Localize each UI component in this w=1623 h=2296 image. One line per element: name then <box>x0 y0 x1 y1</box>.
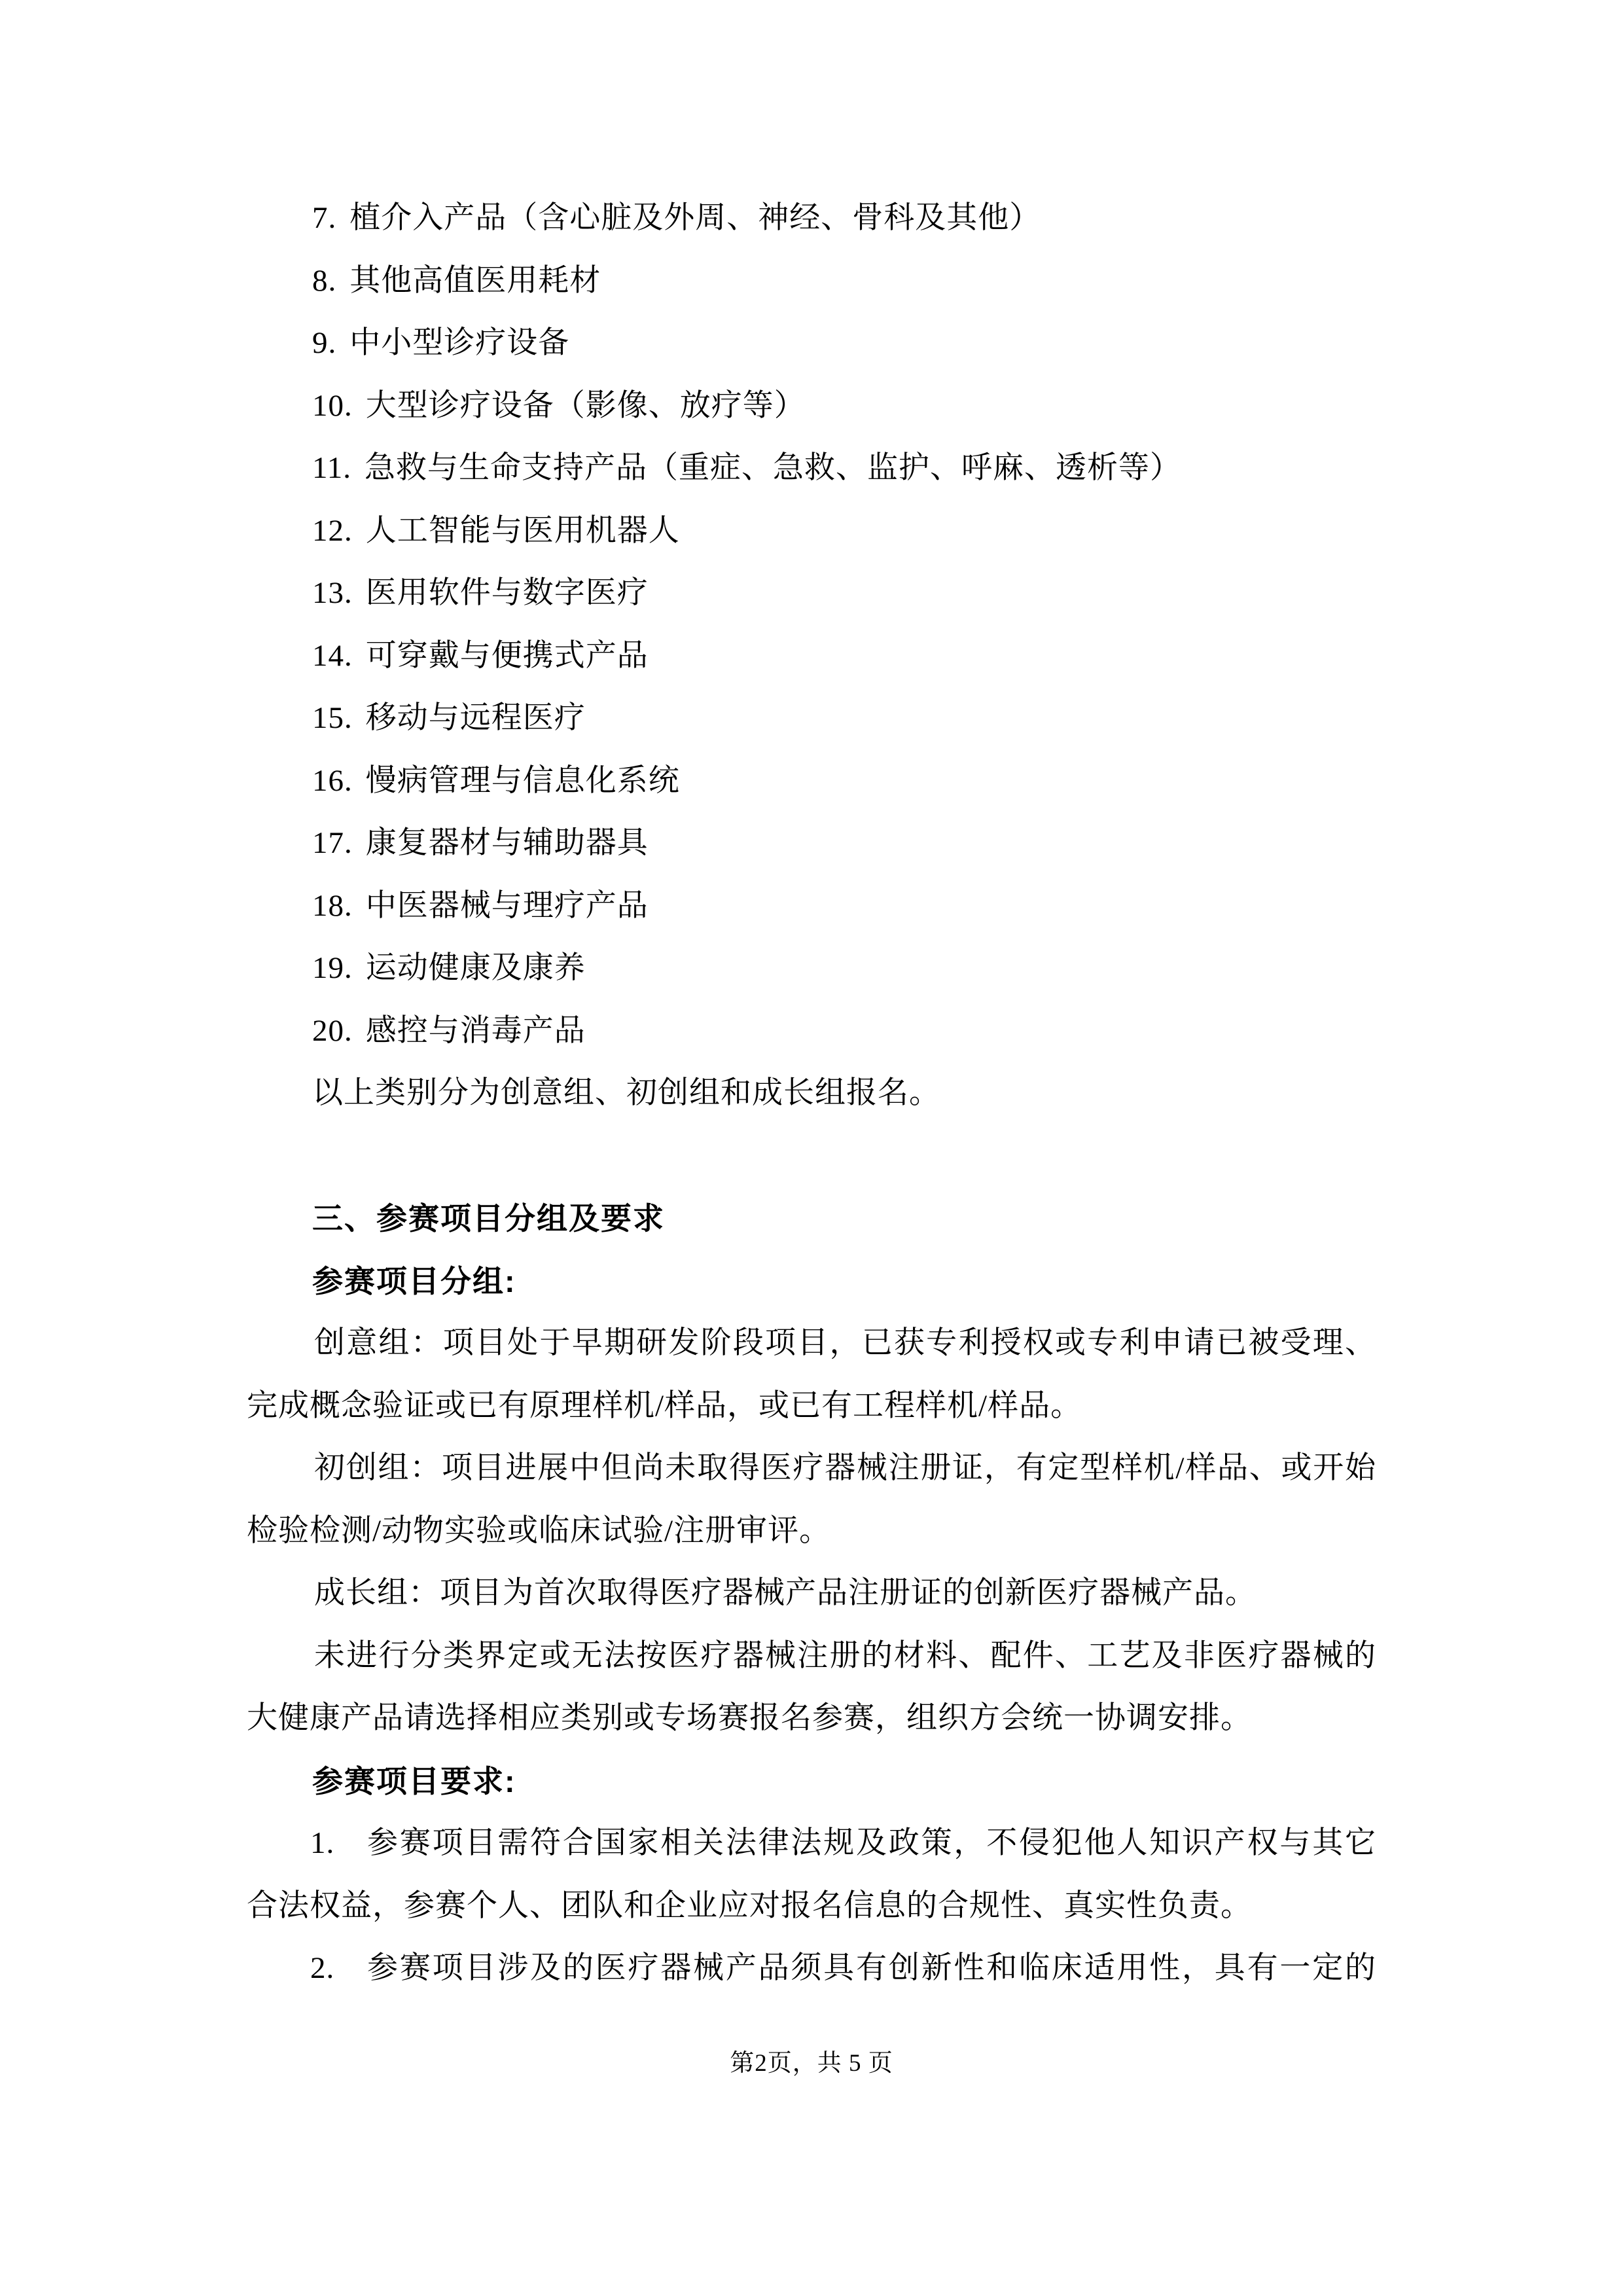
category-number: 11. <box>312 451 352 485</box>
category-number: 12. <box>312 513 353 548</box>
category-label: 可穿戴与便携式产品 <box>365 638 649 673</box>
paragraph-line: 成长组：项目为首次取得医疗器械产品注册证的创新医疗器械产品。 <box>314 1576 1257 1610</box>
category-label: 急救与生命支持产品（重症、急救、监护、呼麻、透析等） <box>365 451 1182 485</box>
category-number: 10. <box>312 388 353 423</box>
category-number: 20. <box>312 1013 353 1048</box>
paragraph-line: 完成概念验证或已有原理样机/样品，或已有工程样机/样品。 <box>247 1388 1082 1423</box>
category-item <box>247 875 1376 938</box>
requirement-item <box>247 1937 1376 2000</box>
category-item <box>247 1000 1376 1063</box>
category-label: 康复器材与辅助器具 <box>365 826 649 860</box>
requirement-text: 参赛项目涉及的医疗器械产品须具有创新性和临床适用性，具有一定的 <box>366 1951 1376 1985</box>
requirements-heading: 参赛项目要求: <box>312 1763 516 1799</box>
category-item <box>247 562 1376 625</box>
category-item <box>247 437 1376 500</box>
category-item <box>247 375 1376 438</box>
category-label: 大型诊疗设备（影像、放疗等） <box>365 388 806 423</box>
category-label: 人工智能与医用机器人 <box>365 513 680 548</box>
section-heading: 三、参赛项目分组及要求 <box>312 1201 665 1236</box>
category-label: 感控与消毒产品 <box>365 1013 586 1048</box>
paragraph-line: 大健康产品请选择相应类别或专场赛报名参赛，组织方会统一协调安排。 <box>247 1701 1252 1735</box>
paragraph-line: 初创组：项目进展中但尚未取得医疗器械注册证，有定型样机/样品、或开始 <box>314 1451 1376 1485</box>
category-number: 15. <box>312 701 353 735</box>
category-number: 18. <box>312 888 353 923</box>
requirement-item <box>247 1812 1376 1875</box>
category-label: 慢病管理与信息化系统 <box>365 763 680 798</box>
document-body <box>247 187 1376 2000</box>
category-label: 中医器械与理疗产品 <box>365 888 649 923</box>
paragraph-line: 未进行分类界定或无法按医疗器械注册的材料、配件、工艺及非医疗器械的 <box>314 1638 1376 1673</box>
category-item <box>247 500 1376 563</box>
requirement-number: 2. <box>310 1951 335 1985</box>
category-item <box>247 750 1376 813</box>
paragraph-line: 创意组：项目处于早期研发阶段项目，已获专利授权或专利申请已被受理、 <box>314 1326 1376 1360</box>
category-item <box>247 625 1376 688</box>
category-number: 9. <box>312 326 337 360</box>
page-footer: 第2页，共 5 页 <box>730 2050 893 2077</box>
category-number: 13. <box>312 576 353 610</box>
category-label: 移动与远程医疗 <box>365 701 586 735</box>
category-label: 其他高值医用耗材 <box>349 263 601 298</box>
category-item <box>247 687 1376 750</box>
paragraph-line: 检验检测/动物实验或临床试验/注册审评。 <box>247 1513 831 1548</box>
requirement-text: 参赛项目需符合国家相关法律法规及政策，不侵犯他人知识产权与其它 <box>366 1826 1376 1860</box>
category-item <box>247 187 1376 250</box>
category-label: 植介入产品（含心脏及外周、神经、骨科及其他） <box>349 201 1041 235</box>
category-item <box>247 312 1376 375</box>
category-number: 7. <box>312 201 337 235</box>
category-label: 运动健康及康养 <box>365 951 586 985</box>
category-item <box>247 812 1376 875</box>
paragraph-line: 合法权益，参赛个人、团队和企业应对报名信息的合规性、真实性负责。 <box>247 1888 1252 1923</box>
grouping-heading: 参赛项目分组: <box>312 1263 516 1299</box>
category-label: 医用软件与数字医疗 <box>365 576 649 610</box>
blank-line <box>247 1125 1376 1188</box>
category-number: 8. <box>312 263 337 298</box>
category-number: 16. <box>312 763 353 798</box>
category-number: 14. <box>312 638 353 673</box>
category-item <box>247 937 1376 1000</box>
category-item <box>247 250 1376 313</box>
category-label: 中小型诊疗设备 <box>349 326 570 360</box>
categories-note: 以上类别分为创意组、初创组和成长组报名。 <box>312 1076 940 1110</box>
category-number: 17. <box>312 826 353 860</box>
category-number: 19. <box>312 951 353 985</box>
requirement-number: 1. <box>310 1826 335 1860</box>
